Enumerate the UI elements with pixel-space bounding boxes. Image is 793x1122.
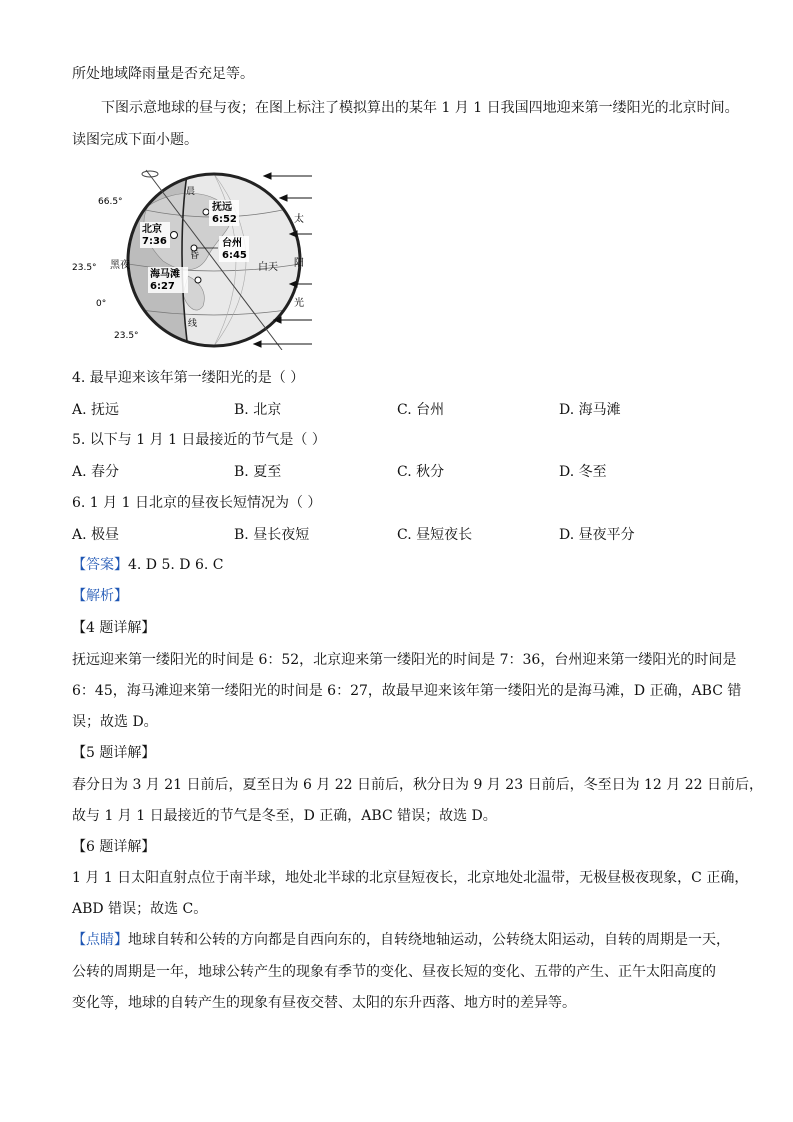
- place-name: 台州: [222, 238, 242, 249]
- night-label: 黑夜: [110, 260, 130, 271]
- place-time: 7:36: [142, 236, 167, 247]
- q5-detail-line-2: 故与 1 月 1 日最接近的节气是冬至，D 正确，ABC 错误；故选 D。: [72, 808, 497, 824]
- question-5-stem: 5. 以下与 1 月 1 日最接近的节气是（ ）: [72, 432, 326, 448]
- q6-option-c: C. 昼短夜长: [397, 527, 473, 543]
- earth-diagram-svg: [68, 166, 328, 350]
- q4-option-a: A. 抚远: [72, 402, 120, 418]
- lat-label-23n: 23.5°: [72, 263, 97, 273]
- sunlight-char-2: 阳: [294, 258, 304, 269]
- xian-label: 线: [188, 319, 198, 329]
- lat-label-23s: 23.5°: [114, 331, 139, 341]
- q6-detail-head: 【6 题详解】: [72, 839, 156, 855]
- question-6-stem: 6. 1 月 1 日北京的昼夜长短情况为（ ）: [72, 495, 322, 511]
- earth-day-night-figure: [68, 166, 328, 350]
- q5-option-b: B. 夏至: [234, 464, 282, 480]
- tip-label: 【点睛】: [72, 932, 128, 948]
- day-label: 白天: [258, 262, 278, 273]
- q4-detail-line-2: 6：45，海马滩迎来第一缕阳光的时间是 6：27，故最早迎来该年第一缕阳光的是海马滩，D 正确，ABC 错: [72, 683, 742, 699]
- q6-option-d: D. 昼夜平分: [559, 527, 635, 543]
- q5-detail-line-1: 春分日为 3 月 21 日前后，夏至日为 6 月 22 日前后，秋分日为 9 月 23 日前后，冬至日为 12 月 22 日前后，: [72, 777, 763, 793]
- q4-option-c: C. 台州: [397, 402, 445, 418]
- answer-line: [72, 555, 722, 575]
- tip-line-3: 变化等，地球的自转产生的现象有昼夜交替、太阳的东升西落、地方时的差异等。: [72, 995, 576, 1011]
- q5-option-d: D. 冬至: [559, 464, 607, 480]
- q4-detail-head: 【4 题详解】: [72, 620, 156, 636]
- answer-text: 4. D 5. D 6. C: [128, 557, 224, 573]
- q5-option-a: A. 春分: [72, 464, 120, 480]
- hun-label: 昏: [190, 251, 200, 261]
- place-time: 6:27: [150, 281, 175, 292]
- place-time: 6:52: [212, 214, 237, 225]
- tip-line-2: 公转的周期是一年，地球公转产生的现象有季节的变化、昼夜长短的变化、五带的产生、正午太阳高度的: [72, 964, 716, 980]
- q5-option-c: C. 秋分: [397, 464, 445, 480]
- intro-line-2: 读图完成下面小题。: [72, 132, 198, 148]
- analysis-label: 【解析】: [72, 588, 128, 604]
- sunlight-char-3: 光: [294, 298, 304, 309]
- q4-detail-line-3: 误；故选 D。: [72, 714, 158, 730]
- place-time: 6:45: [222, 250, 247, 261]
- lat-label-66: 66.5°: [98, 197, 123, 207]
- intro-line-1: 下图示意地球的昼与夜；在图上标注了模拟算出的某年 1 月 1 日我国四地迎来第一缕阳光的北京时间。: [101, 100, 739, 116]
- sunlight-char-1: 太: [294, 214, 304, 225]
- q4-option-b: B. 北京: [234, 402, 282, 418]
- place-name: 海马滩: [150, 269, 180, 280]
- place-name: 北京: [142, 224, 162, 235]
- place-name: 抚远: [212, 202, 232, 213]
- tip-text-1: 地球自转和公转的方向都是自西向东的，自转绕地轴运动，公转绕太阳运动，自转的周期是一天，: [128, 932, 730, 948]
- chen-label: 晨: [186, 187, 196, 197]
- q5-detail-head: 【5 题详解】: [72, 745, 156, 761]
- q6-option-b: B. 昼长夜短: [234, 527, 310, 543]
- q4-detail-line-1: 抚远迎来第一缕阳光的时间是 6：52，北京迎来第一缕阳光的时间是 7：36，台州迎来第一缕阳光的时间是: [72, 652, 737, 668]
- tip-line-1: [72, 930, 730, 950]
- q6-option-a: A. 极昼: [72, 527, 120, 543]
- q4-option-d: D. 海马滩: [559, 402, 621, 418]
- intro-tail: 所处地域降雨量是否充足等。: [72, 66, 254, 82]
- q6-detail-line-2: ABD 错误；故选 C。: [72, 901, 208, 917]
- lat-label-0: 0°: [96, 299, 107, 309]
- answer-label: 【答案】: [72, 557, 128, 573]
- question-4-stem: 4. 最早迎来该年第一缕阳光的是（ ）: [72, 370, 305, 386]
- q6-detail-line-1: 1 月 1 日太阳直射点位于南半球，地处北半球的北京昼短夜长，北京地处北温带，无极昼极夜现象，C 正确，: [72, 870, 749, 886]
